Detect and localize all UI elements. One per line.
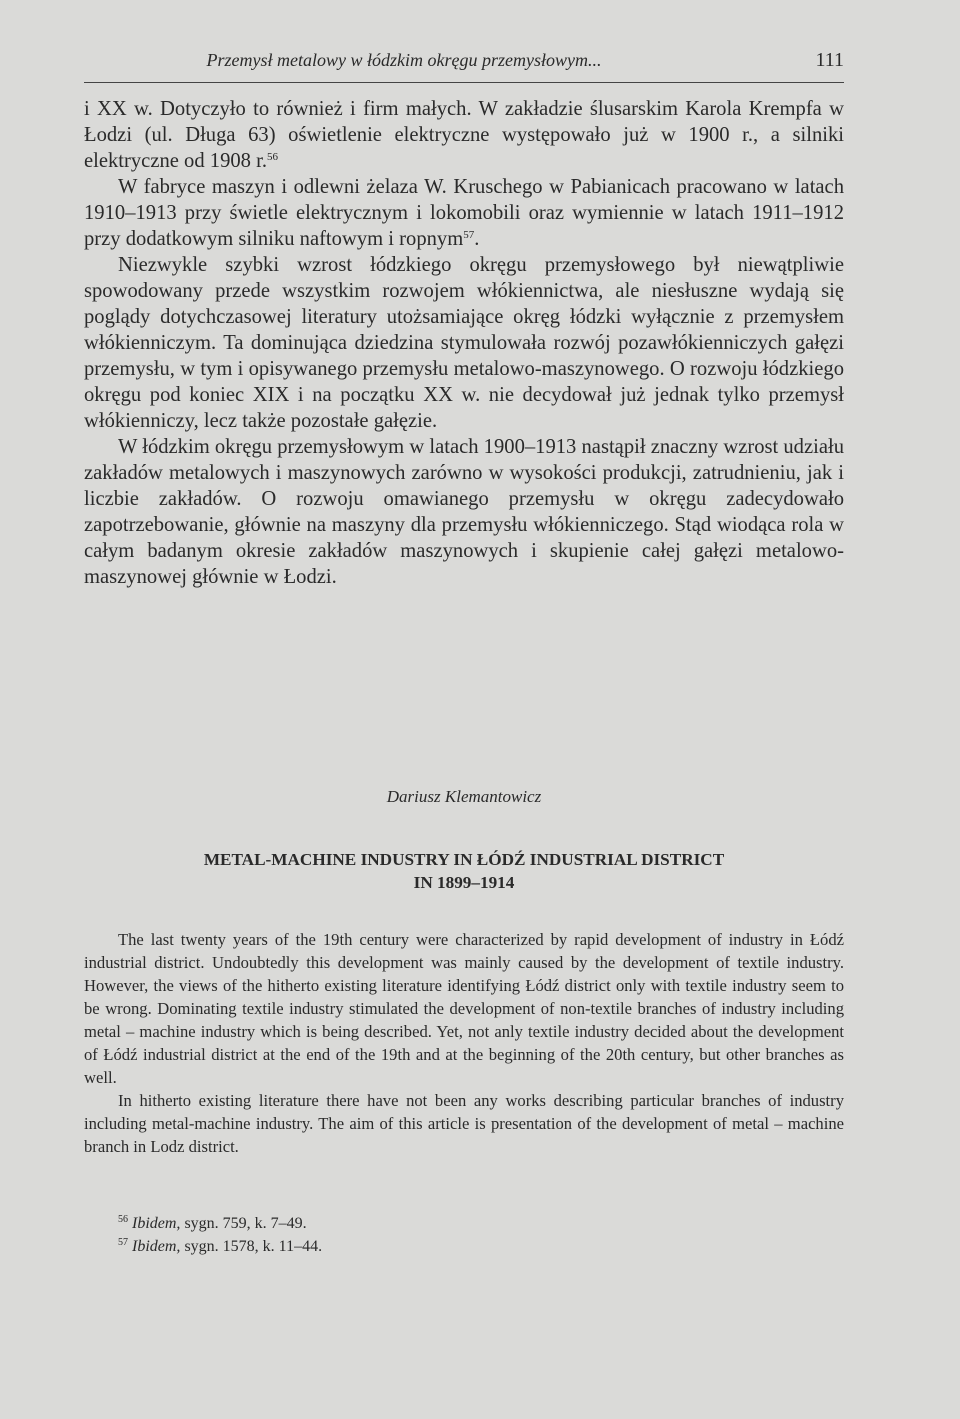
summary-paragraph-2: In hitherto existing literature there have not been any works describing particular branches of industry including metal-machine industry. The aim of this article is presentation of the development of metal – machine branch in Lodz district. bbox=[84, 1091, 844, 1156]
summary-title-line-1: METAL-MACHINE INDUSTRY IN ŁÓDŹ INDUSTRIAL DISTRICT bbox=[203, 850, 725, 869]
summary-author: Dariusz Klemantowicz bbox=[386, 787, 542, 806]
footnote-56 bbox=[118, 1212, 818, 1235]
footnote-ref-57: 57 bbox=[463, 229, 475, 241]
footnote-reference: sygn. 1578, k. 11–44. bbox=[180, 1238, 323, 1255]
summary-title-line-2: IN 1899–1914 bbox=[413, 873, 515, 892]
summary-paragraph-1: The last twenty years of the 19th century were characterized by rapid development of industry in Łódź industrial district. Undoubtedly this development was mainly caused by the development of textile industry. However, the views of the hitherto existing literature identifying Łódź district only with textile industry seem to be wrong. Dominating textile industry stimulated the development of non-textile branches of industry including metal – machine industry which is being described. Yet, not anly textile industry decided about the development of Łódź industrial district at the end of the 19th and at the beginning of the 20th century, but other branches as well. bbox=[84, 930, 844, 1087]
footnote-source: Ibidem, bbox=[132, 1215, 181, 1232]
footnote-57 bbox=[118, 1235, 818, 1258]
footnote-number: 57 bbox=[118, 1237, 128, 1248]
paragraph-2-text: W fabryce maszyn i odlewni żelaza W. Kruschego w Pabianicach pracowano w latach 1910–1913 przy świetle elektrycznym i lokomobili oraz wymiennie w latach 1911–1912 przy dodatkowym silniku naftowym i ropnym bbox=[84, 176, 844, 250]
paragraph-2-end: . bbox=[474, 228, 480, 250]
paragraph-2 bbox=[84, 174, 844, 252]
footnotes bbox=[118, 1212, 818, 1258]
paragraph-1-text: i XX w. Dotyczyło to również i firm małych. W zakładzie ślusarskim Karola Krempfa w Łodzi (ul. Długa 63) oświetlenie elektryczne występowało już w 1900 r., a silniki elektryczne od 1908 r. bbox=[84, 98, 844, 172]
page-number: 111 bbox=[815, 49, 844, 71]
summary-title bbox=[84, 848, 844, 894]
paragraph-3: Niezwykle szybki wzrost łódzkiego okręgu przemysłowego był niewątpliwie spowodowany przede wszystkim rozwojem włókiennictwa, ale niesłuszne wydają się poglądy dotychczasowej literatury utożsamiające okręg łódzki wyłącznie z przemysłem włókienniczym. Ta dominująca dziedzina stymulowała rozwój pozawłókienniczych gałęzi przemysłu, w tym i opisywanego przemysłu metalowo-maszynowego. O rozwoju łódzkiego okręgu pod koniec XIX i na początku XX w. nie decydował już jednak tylko przemysł włókienniczy, lecz także pozostałe gałęzie. bbox=[84, 254, 844, 432]
running-title: Przemysł metalowy w łódzkim okręgu przemysłowym... bbox=[206, 50, 602, 70]
paragraph-1 bbox=[84, 96, 844, 174]
paragraph-4: W łódzkim okręgu przemysłowym w latach 1900–1913 nastąpił znaczny wzrost udziału zakładów metalowych i maszynowych zarówno w wysokości produkcji, zatrudnieniu, jak i liczbie zakładów. O rozwoju omawianego przemysłu w okręgu zadecydowało zapotrzebowanie, głównie na maszyny dla przemysłu włókienniczego. Stąd wiodąca rola w całym badanym okresie zakładów maszynowych i skupienie całej gałęzi metalowo-maszynowej głównie w Łodzi. bbox=[84, 436, 844, 588]
footnote-reference: sygn. 759, k. 7–49. bbox=[180, 1215, 307, 1232]
english-summary bbox=[84, 786, 844, 1158]
footnote-source: Ibidem, bbox=[132, 1238, 181, 1255]
page-header bbox=[84, 48, 844, 83]
footnote-number: 56 bbox=[118, 1214, 128, 1225]
body-text bbox=[84, 96, 844, 590]
summary-text bbox=[84, 928, 844, 1158]
footnote-ref-56: 56 bbox=[267, 151, 278, 163]
